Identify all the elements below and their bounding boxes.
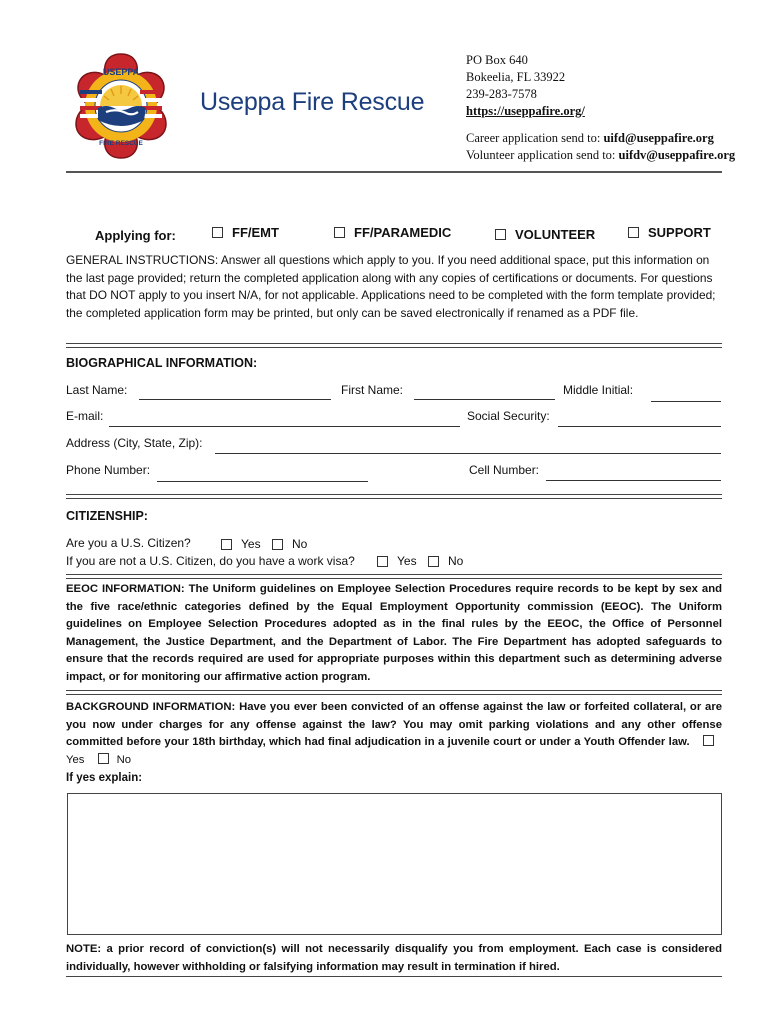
section-divider-background [66,690,722,695]
footer-divider [66,976,722,977]
cell-field[interactable] [546,480,721,481]
logo-bottom-text: FIRE RESCUE [99,140,143,147]
career-label: Career application send to: [466,131,604,145]
option-ff-paramedic[interactable] [334,225,451,240]
visa-yes-checkbox[interactable] [377,556,388,567]
ssn-field[interactable] [558,426,721,427]
citizen-question: Are you a U.S. Citizen? [66,536,191,550]
phone-field[interactable] [157,481,368,482]
visa-yes-label: Yes [397,554,417,568]
volunteer-label: VOLUNTEER [515,227,596,242]
last-name-label: Last Name: [66,383,128,397]
volunteer-email-line [466,147,735,164]
middle-initial-field[interactable] [651,401,721,402]
ff-emt-label: FF/EMT [232,225,279,240]
citizen-yes-label: Yes [241,537,261,551]
explain-label: If yes explain: [66,772,143,784]
eeoc-information: EEOC INFORMATION: The Uniform guidelines on Employee Selection Procedures require records to be kept by sex and the five race/ethnic categories defined by the Equal Employment Opportunity commission (EEOC). The Uniform guidelines on Employee Selection Procedures adopted as in the final rules by the EEOC, the Office of Personnel Management, the Justice Department, and the Department of Labor. The Fire Department has adopted safeguards to ensure that the records required are used for appropriate purposes within this department such as determining adverse impact, or for monitoring our affirmative action program. [66,583,722,683]
career-email-link[interactable]: uifd@useppafire.org [603,131,714,145]
phone-number: 239-283-7578 [466,87,537,101]
citizen-yes-option[interactable] [221,537,261,551]
email-label: E-mail: [66,409,104,423]
citizen-yes-checkbox[interactable] [221,539,232,550]
background-question: BACKGROUND INFORMATION: Have you ever been convicted of an offense against the law or forfeited collateral, or are you now under charges for any offense against the law? You may omit parking violations and any other offense committed before your 18th birthday, which had final adjudication in a juvenile court or under a Youth Offender law. [66,701,722,749]
volunteer-label: Volunteer application send to: [466,148,619,162]
phone-label: Phone Number: [66,463,151,477]
background-no-checkbox[interactable] [98,753,109,764]
ssn-label: Social Security: [467,409,550,423]
address-field[interactable] [215,453,721,454]
section-divider-eeoc [66,574,722,579]
option-support[interactable] [628,225,711,240]
work-visa-question: If you are not a U.S. Citizen, do you have a work visa? [66,554,355,568]
background-yes-label: Yes [66,753,85,766]
explanation-textbox[interactable] [67,793,722,935]
logo-top-text: USEPPA [102,67,140,77]
website-link[interactable]: https://useppafire.org/ [466,104,585,118]
support-checkbox[interactable] [628,227,639,238]
general-instructions: GENERAL INSTRUCTIONS: Answer all questions which apply to you. If you need additional space, put this information on the last page provided; return the completed application along with any copies of certifications or documents. For questions that DO NOT apply to you insert N/A, for not applicable. Applications need to be completed with the form template provided; the completed application form may be printed, but only can be saved electronically if renamed as a PDF file. [66,253,716,320]
bio-section-title: BIOGRAPHICAL INFORMATION: [66,356,258,370]
city-state-zip: Bokeelia, FL 33922 [466,70,566,84]
applying-for-label: Applying for: [95,228,176,243]
ff-paramedic-checkbox[interactable] [334,227,345,238]
option-ff-emt[interactable] [212,225,279,240]
email-field[interactable] [109,426,460,427]
organization-name: Useppa Fire Rescue [200,88,425,116]
background-information [66,699,722,769]
citizen-no-option[interactable] [272,537,307,551]
address-label: Address (City, State, Zip): [66,436,203,450]
contact-block [466,52,735,164]
visa-no-checkbox[interactable] [428,556,439,567]
option-volunteer[interactable] [495,227,595,242]
section-divider-bio [66,343,722,348]
volunteer-email-link[interactable]: uifdv@useppafire.org [618,148,736,162]
first-name-field[interactable] [414,399,555,400]
citizenship-section-title: CITIZENSHIP: [66,509,148,523]
po-box: PO Box 640 [466,53,528,67]
ff-emt-checkbox[interactable] [212,227,223,238]
last-name-field[interactable] [139,399,331,400]
volunteer-checkbox[interactable] [495,229,506,240]
ff-paramedic-label: FF/PARAMEDIC [354,225,452,240]
visa-no-label: No [448,554,464,568]
cell-label: Cell Number: [469,463,540,477]
citizen-no-label: No [292,537,308,551]
middle-initial-label: Middle Initial: [563,383,634,397]
background-yes-checkbox[interactable] [703,735,714,746]
first-name-label: First Name: [341,383,404,397]
support-label: SUPPORT [648,225,711,240]
department-logo [66,50,176,162]
note-text: NOTE: a prior record of conviction(s) will not necessarily disqualify you from employment. Each case is considered individually, however withholding or falsifying information may result in termination if hired. [66,943,722,973]
visa-no-option[interactable] [428,554,463,568]
header-divider [66,171,722,173]
citizen-no-checkbox[interactable] [272,539,283,550]
career-email-line [466,130,735,147]
background-no-label: No [116,753,132,766]
section-divider-citizenship [66,494,722,499]
visa-yes-option[interactable] [377,554,417,568]
